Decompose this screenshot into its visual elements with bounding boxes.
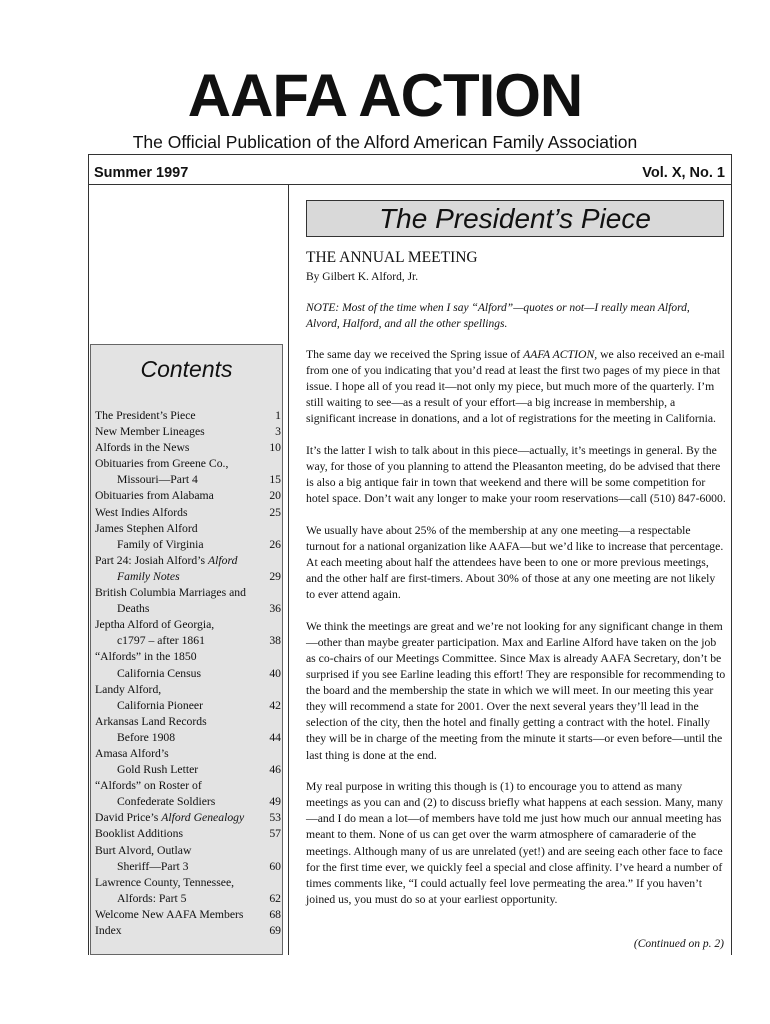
contents-entry-title-text: David Price’s (95, 811, 162, 825)
contents-entry-continuation: Alfords: Part 5 (117, 891, 187, 905)
contents-entry-page: 69 (269, 924, 281, 937)
contents-entry-title: Burt Alvord, Outlaw (95, 843, 192, 857)
contents-entry-title: James Stephen Alford (95, 521, 198, 535)
contents-entry (95, 408, 283, 424)
contents-entry-continuation: c1797 – after 1861 (117, 634, 205, 648)
contents-entry-page: 44 (269, 730, 281, 744)
contents-entry-page: 40 (269, 666, 281, 680)
paragraph-1-text-b: we also received an e-mail from one of you indicating that you’d read at least the first two pages of my piece in that issue. I hope all of you read it—not only my piece, but much more of the quarterly. I’m still waiting to see—as a result of your effort—a big increase in membership, a significant increase in donations, and a lot of registrations for the meeting in California. (306, 348, 725, 426)
article-paragraph-1 (306, 347, 726, 427)
masthead-subtitle: The Official Publication of the Alford American Family Association (132, 132, 638, 152)
contents-entry-page: 20 (269, 489, 281, 503)
publication-name: AAFA ACTION, (523, 348, 598, 361)
contents-entry-title: Index (95, 924, 122, 937)
contents-entry-page: 57 (269, 827, 281, 841)
contents-entry-page: 42 (269, 698, 281, 712)
contents-entry (95, 585, 283, 617)
contents-entry-continuation: Before 1908 (117, 730, 176, 744)
contents-entry-title: Landy Alford, (95, 682, 162, 696)
contents-entry (95, 682, 283, 714)
contents-entry-title-text: Part 24: Josiah Alford’s (95, 553, 208, 567)
article-note: NOTE: Most of the time when I say “Alford”—quotes or not—I really mean Alford, Alvord, Halford, and all the other spellings. (306, 302, 690, 330)
contents-entry-page: 53 (269, 811, 281, 825)
contents-entry (95, 440, 283, 456)
contents-entry-title: New Member Lineages (95, 425, 205, 439)
contents-entry-page: 62 (269, 891, 281, 905)
contents-entry-page: 29 (269, 569, 281, 583)
contents-entry-page: 3 (275, 425, 281, 439)
contents-entry-page: 36 (269, 602, 281, 616)
contents-entry (95, 456, 283, 488)
contents-entry-title-italic: Alford (207, 553, 238, 567)
paragraph-1-text-a: The same day we received the Spring issue of (306, 348, 524, 361)
contents-entry-title: Obituaries from Greene Co., (95, 457, 229, 471)
contents-entry-page: 10 (269, 441, 281, 455)
contents-entry-page: 49 (269, 795, 281, 809)
contents-entry (95, 553, 283, 585)
contents-entry-page: 46 (269, 763, 281, 777)
contents-entry (95, 778, 283, 810)
contents-entry (95, 875, 283, 907)
contents-entry (95, 649, 283, 681)
contents-entry-continuation: Confederate Soldiers (117, 795, 216, 809)
article-banner: The President’s Piece (306, 200, 724, 237)
contents-entry-continuation: Sheriff—Part 3 (117, 859, 189, 873)
contents-entry-title: Amasa Alford’s (95, 746, 169, 760)
continued-note: (Continued on p. 2) (633, 938, 724, 950)
contents-entry (95, 505, 283, 521)
contents-list (95, 408, 283, 939)
contents-entry-continuation (95, 569, 283, 585)
contents-title: Contents (140, 356, 233, 382)
contents-entry-page: 1 (275, 409, 281, 422)
contents-entry (95, 617, 283, 649)
contents-entry (95, 907, 283, 923)
contents-entry-title: Welcome New AAFA Members (95, 907, 244, 921)
contents-entry (95, 826, 283, 842)
contents-entry-page: 60 (269, 859, 281, 873)
contents-entry (95, 746, 283, 778)
article-heading: THE ANNUAL MEETING (306, 249, 478, 266)
contents-entry-title: “Alfords” in the 1850 (95, 650, 197, 664)
contents-entry-title: Alfords in the News (95, 441, 190, 455)
contents-entry (95, 424, 283, 440)
contents-entry-title: Arkansas Land Records (95, 714, 207, 728)
contents-entry-continuation: Missouri—Part 4 (117, 473, 198, 487)
contents-entry-title-italic: Alford Genealogy (161, 811, 245, 825)
contents-entry-page: 68 (269, 907, 281, 921)
article-paragraph-5: My real purpose in writing this though is (1) to encourage you to attend as many meetings as you can and (2) to discuss briefly what happens at each session. Many, many—and I do mean a lot—of members have told me just how much our annual meeting has meant to them. None of us can get over the warm atmosphere of camaraderie of the meetings. Although many of us are unrelated (yet!) and are seeing each other face to face for the first time ever, we quickly feel a special and close affinity. I’ve heard a number of times comments like, “I could actually feel love permeating the area.” If you haven’t joined us, you must do so at your earliest opportunity. (306, 780, 723, 906)
contents-entry-title: Lawrence County, Tennessee, (95, 875, 235, 889)
contents-entry-title: West Indies Alfords (95, 505, 188, 519)
contents-entry-continuation-italic: Family Notes (117, 569, 180, 583)
contents-entry-continuation: California Pioneer (117, 698, 204, 712)
contents-entry-title (95, 553, 283, 569)
contents-entry-continuation: Deaths (117, 602, 150, 616)
issue-date: Summer 1997 (94, 165, 189, 181)
contents-entry-title: The President’s Piece (95, 409, 196, 422)
contents-entry-title: Obituaries from Alabama (95, 489, 214, 503)
contents-entry-page: 25 (269, 505, 281, 519)
contents-entry (95, 843, 283, 875)
issue-bar (88, 154, 732, 185)
contents-entry-continuation: California Census (117, 666, 202, 680)
article-paragraph-4: We think the meetings are great and we’re not looking for any significant change in them—other than maybe greater participation. Max and Earline Alford have taken on the job as co-chairs of our Meetings Committee. Since Max is already AAFA Secretary, don’t be surprised if you see Earline leading this effort! They are responsible for recommending to the board and the membership the state in which we will meet. In our meeting this year they will recommend a state for 2001. Over the next several years they’ll lead in the selection of the city, then the hotel and finally getting a contract with the hotel. Finally they will be in charge of the meeting from the minute it starts—or even before—until the last thing is done at the end. (306, 619, 726, 762)
contents-entry (95, 923, 283, 939)
column-divider (288, 185, 289, 955)
contents-entry-title: British Columbia Marriages and (95, 586, 246, 600)
contents-entry (95, 714, 283, 746)
issue-volume: Vol. X, No. 1 (642, 165, 725, 181)
contents-entry-continuation: Gold Rush Letter (117, 763, 199, 777)
article-paragraph-3: We usually have about 25% of the membership at any one meeting—a respectable turnout for a national organization like AAFA—but we’d like to increase that percentage. At each meeting about half the attendees have been to one or more previous meetings, and the other half are first-timers. About 30% of those at any one meeting are not likely to ever attend again. (306, 523, 724, 602)
page-frame-left (88, 185, 89, 955)
contents-entry-title: Jeptha Alford of Georgia, (95, 618, 215, 632)
contents-entry (95, 488, 283, 504)
page-frame-right (731, 185, 732, 955)
contents-entry-page: 38 (269, 634, 281, 648)
masthead-title: AAFA ACTION (187, 62, 583, 129)
contents-entry (95, 521, 283, 553)
contents-entry (95, 810, 283, 826)
article-byline: By Gilbert K. Alford, Jr. (306, 271, 419, 283)
article-paragraph-2: It’s the latter I wish to talk about in this piece—actually, it’s meetings in general. By the way, for those of you planning to attend the Pleasanton meeting, do be advised that there is also a big antique fair in town that weekend and there will be some competition for hotel space. Don’t wait any longer to make your room reservations—call (510) 847-6000. (306, 443, 726, 506)
contents-entry-page: 15 (269, 473, 281, 487)
article-body (306, 347, 726, 923)
contents-entry-continuation: Family of Virginia (117, 537, 204, 551)
contents-entry-title: Booklist Additions (95, 827, 183, 841)
contents-entry-title (95, 810, 283, 826)
contents-entry-page: 26 (269, 537, 281, 551)
contents-entry-title: “Alfords” on Roster of (95, 779, 202, 793)
